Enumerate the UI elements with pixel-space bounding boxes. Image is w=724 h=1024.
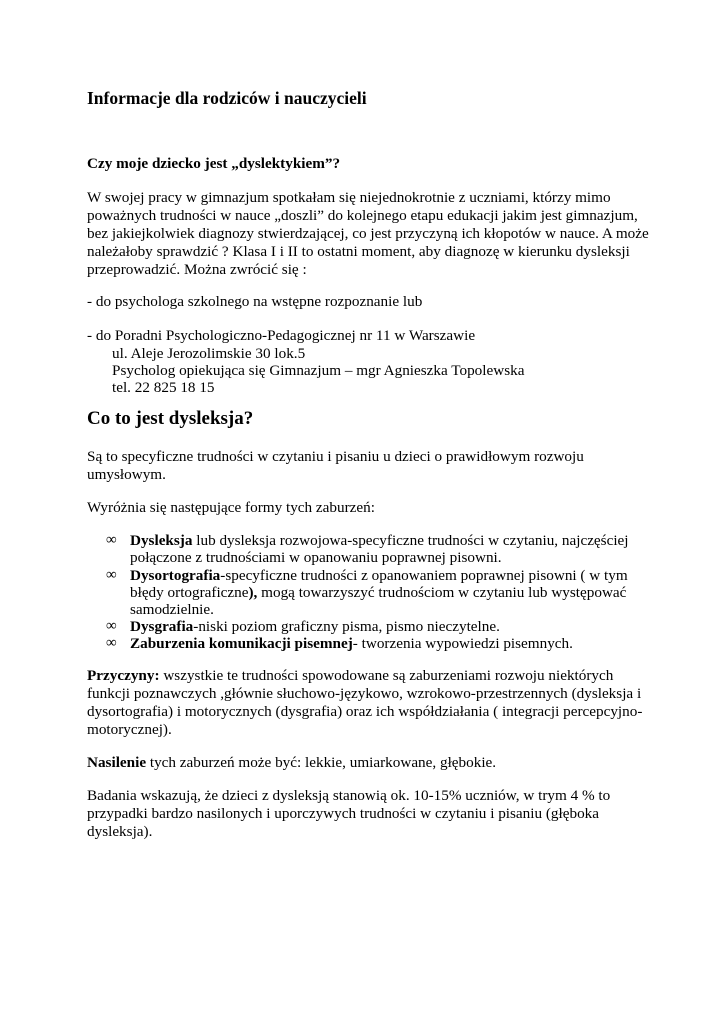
intro-line: przeprowadzić. Można zwrócić się :: [87, 261, 307, 278]
research-line: Badania wskazują, że dzieci z dysleksją stanowią ok. 10-15% uczniów, w trym 4 % to: [87, 787, 611, 804]
infinity-bullet-icon: ∞: [106, 635, 117, 651]
list-item: Dysgrafia-niski poziom graficzny pisma, pismo nieczytelne.: [130, 618, 500, 635]
list-item: Dysortografia-specyficzne trudności z opanowaniem poprawnej pisowni ( w tym: [130, 567, 628, 584]
list-item: Zaburzenia komunikacji pisemnej- tworzenia wypowiedzi pisemnych.: [130, 635, 573, 652]
causes-line: dysortografia) i motorycznych (dysgrafia) oraz ich współdziałania ( integracji percepcyjno-: [87, 703, 643, 720]
infinity-bullet-icon: ∞: [106, 618, 117, 634]
term-dyslexia: Dysleksja: [130, 532, 193, 549]
intro-line: należałoby sprawdzić ? Klasa I i II to ostatni moment, aby diagnozę w kierunku dysleksji: [87, 243, 630, 260]
research-line: dysleksja).: [87, 823, 153, 840]
section-heading: Co to jest dysleksja?: [87, 408, 254, 429]
question-heading: Czy moje dziecko jest „dyslektykiem”?: [87, 155, 341, 172]
document-title: Informacje dla rodziców i nauczycieli: [87, 88, 367, 108]
term-written-communication: Zaburzenia komunikacji pisemnej: [130, 635, 353, 652]
intro-line: W swojej pracy w gimnazjum spotkałam się niejednokrotnie z uczniami, którzy mimo: [87, 189, 611, 206]
address-line: ul. Aleje Jerozolimskie 30 lok.5: [112, 345, 306, 362]
term-dysorthography: Dysortografia: [130, 567, 221, 584]
definition-line: umysłowym.: [87, 466, 166, 483]
address-line: Psycholog opiekująca się Gimnazjum – mgr Agnieszka Topolewska: [112, 362, 525, 379]
list-item: Dysleksja lub dysleksja rozwojowa-specyficzne trudności w czytaniu, najczęściej: [130, 532, 629, 549]
infinity-bullet-icon: ∞: [106, 567, 117, 583]
forms-intro: Wyróżnia się następujące formy tych zaburzeń:: [87, 499, 375, 516]
causes-line: funkcji poznawczych ,głównie słuchowo-językowo, wzrokowo-przestrzennych (dysleksja i: [87, 685, 642, 702]
list-item-continuation: błędy ortograficzne), mogą towarzyszyć trudnościom w czytaniu lub występować: [130, 584, 627, 601]
option-school-psychologist: - do psychologa szkolnego na wstępne rozpoznanie lub: [87, 293, 423, 310]
intro-line: bez jakiejkolwiek diagnozy stwierdzającej, co jest przyczyną ich kłopotów w nauce. A może: [87, 225, 649, 242]
definition-line: Są to specyficzne trudności w czytaniu i pisaniu u dzieci o prawidłowym rozwoju: [87, 448, 584, 465]
term-dysgraphia: Dysgrafia: [130, 618, 194, 635]
severity-term: Nasilenie: [87, 754, 147, 771]
research-line: przypadki bardzo nasilonych i uporczywych trudności w czytaniu i pisaniu (głęboka: [87, 805, 600, 822]
phone-line: tel. 22 825 18 15: [112, 379, 215, 396]
list-item-continuation: samodzielnie.: [130, 601, 214, 618]
option-counseling-center: - do Poradni Psychologiczno-Pedagogicznej nr 11 w Warszawie: [87, 327, 476, 344]
list-item-continuation: połączone z trudnościami w opanowaniu poprawnej pisowni.: [130, 549, 502, 566]
intro-line: poważnych trudności w nauce „doszli” do kolejnego etapu edukacji jakim jest gimnazjum,: [87, 207, 638, 224]
causes-line: Przyczyny: wszystkie te trudności spowodowane są zaburzeniami rozwoju niektórych: [87, 667, 614, 684]
causes-line: motorycznej).: [87, 721, 172, 738]
severity-line: Nasilenie tych zaburzeń może być: lekkie, umiarkowane, głębokie.: [87, 754, 497, 771]
infinity-bullet-icon: ∞: [106, 532, 117, 548]
causes-term: Przyczyny:: [87, 667, 160, 684]
